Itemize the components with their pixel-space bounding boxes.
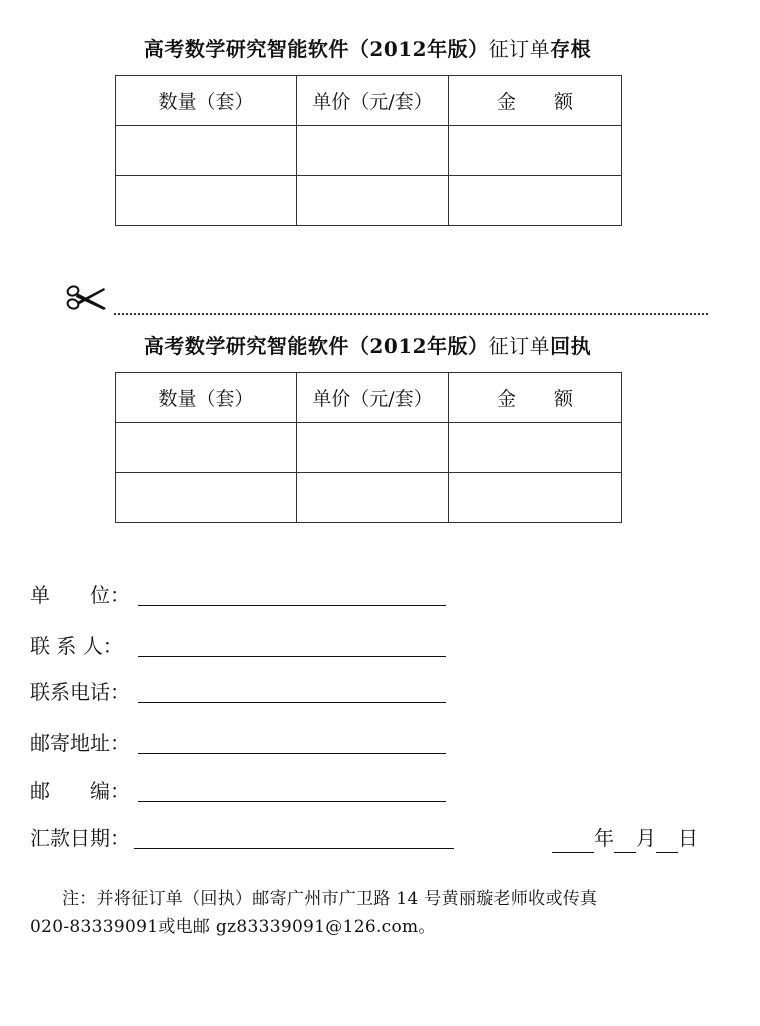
table-row	[116, 473, 622, 523]
contact-field	[30, 631, 123, 661]
header-unit-price: 单价（元/套）	[297, 76, 449, 126]
dotted-separator	[114, 313, 708, 315]
cut-line	[64, 282, 708, 318]
year-blank[interactable]	[552, 830, 594, 853]
amount-cell[interactable]	[449, 473, 622, 523]
footnote-line-1: 注：并将征订单（回执）邮寄广州市广卫路 14 号黄丽璇老师收或传真	[62, 889, 598, 909]
phone-input-line[interactable]	[138, 702, 446, 703]
quantity-cell[interactable]	[116, 473, 297, 523]
unit-input-line[interactable]	[138, 605, 446, 606]
quantity-cell[interactable]	[116, 423, 297, 473]
footnote	[30, 885, 720, 941]
contact-label: 联 系 人：	[30, 634, 123, 658]
date-field	[552, 823, 698, 853]
table-header-row	[116, 373, 622, 423]
postcode-input-line[interactable]	[138, 801, 446, 802]
address-input-line[interactable]	[138, 753, 446, 754]
month-label: 月	[636, 826, 656, 850]
header-quantity: 数量（套）	[116, 76, 297, 126]
contact-input-line[interactable]	[138, 656, 446, 657]
unit-label: 单 位：	[30, 583, 130, 607]
amount-cell[interactable]	[449, 423, 622, 473]
remit-date-field	[30, 823, 130, 853]
phone-label: 联系电话：	[30, 680, 130, 704]
header-quantity: 数量（套）	[116, 373, 297, 423]
address-field	[30, 728, 130, 758]
postcode-label: 邮 编：	[30, 779, 130, 803]
receipt-table	[115, 372, 622, 523]
remit-date-input-line[interactable]	[134, 848, 454, 849]
table-row	[116, 126, 622, 176]
header-amount: 金 额	[449, 76, 622, 126]
postcode-field	[30, 776, 130, 806]
unit-price-cell[interactable]	[297, 473, 449, 523]
address-label: 邮寄地址：	[30, 731, 130, 755]
phone-field	[30, 677, 130, 707]
quantity-cell[interactable]	[116, 176, 297, 226]
receipt-title-mid: 征订单	[488, 334, 551, 358]
table-row	[116, 423, 622, 473]
month-blank[interactable]	[614, 830, 636, 853]
header-amount: 金 额	[449, 373, 622, 423]
unit-field	[30, 580, 130, 610]
table-header-row	[116, 76, 622, 126]
scissors-icon	[64, 282, 108, 312]
table-row	[116, 176, 622, 226]
day-label: 日	[678, 826, 698, 850]
receipt-title-main: 高考数学研究智能软件（2012年版）	[143, 334, 489, 358]
stub-title-mid: 征订单	[488, 37, 551, 61]
quantity-cell[interactable]	[116, 126, 297, 176]
amount-cell[interactable]	[449, 176, 622, 226]
receipt-title	[115, 333, 620, 359]
unit-price-cell[interactable]	[297, 423, 449, 473]
header-unit-price: 单价（元/套）	[297, 373, 449, 423]
amount-cell[interactable]	[449, 126, 622, 176]
footnote-line-2: 020-83339091或电邮 gz83339091@126.com。	[30, 917, 436, 937]
stub-title-end: 存根	[550, 37, 592, 61]
remit-date-label: 汇款日期：	[30, 826, 130, 850]
stub-table	[115, 75, 622, 226]
unit-price-cell[interactable]	[297, 176, 449, 226]
day-blank[interactable]	[656, 830, 678, 853]
year-label: 年	[594, 826, 614, 850]
unit-price-cell[interactable]	[297, 126, 449, 176]
receipt-title-end: 回执	[550, 334, 592, 358]
stub-title-main: 高考数学研究智能软件（2012年版）	[143, 37, 489, 61]
stub-title	[115, 36, 620, 62]
